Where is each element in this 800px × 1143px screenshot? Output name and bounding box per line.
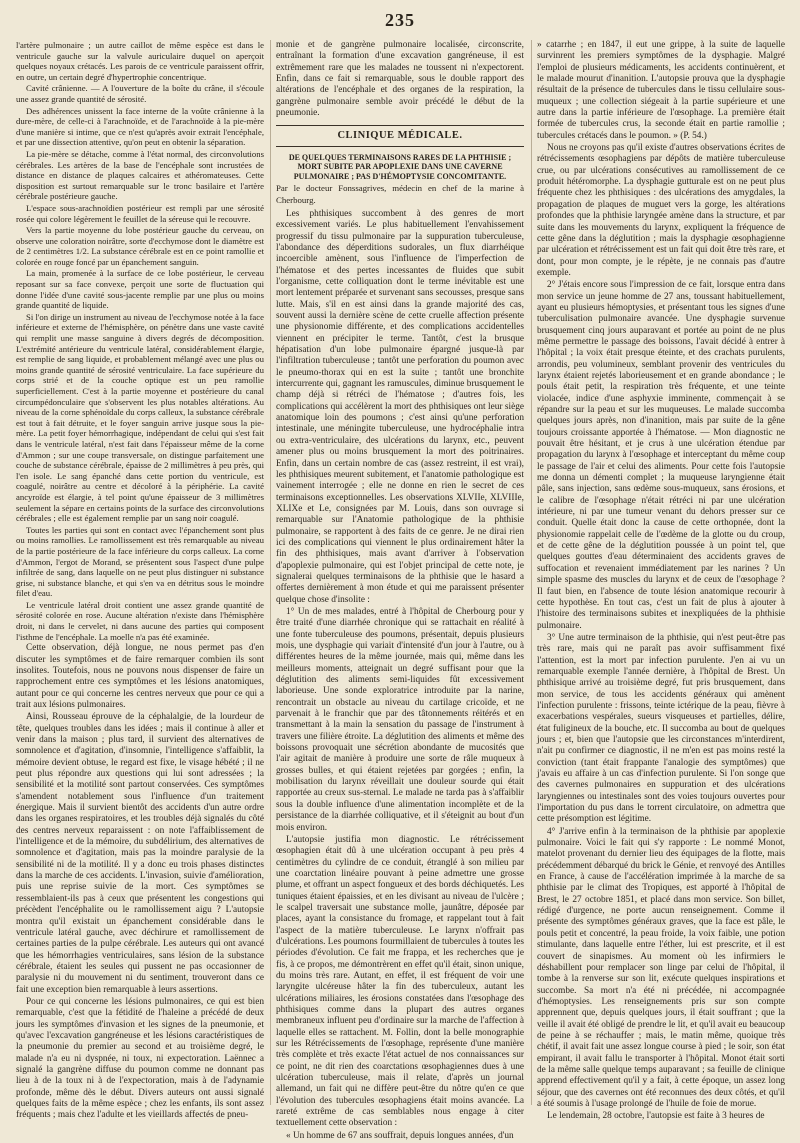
paragraph: L'autopsie justifia mon diagnostic. Le rétrécissement œsophagien était dû à une ulcération occupant à peu près 4 centimètres du cylindre de ce conduit, étranglé à son milieu par une coarctation linéaire pouvant à peine admettre une grosse plume, et offrant un aspect fongueux et des bords déchiquetés. Les tuniques étaient épaissies, et en les divisant au niveau de l'ulcère ; le scalpel traversait une substance molle, jaunâtre, déposée par places, ayant la consistance du fromage, et rappelant tout à fait l'aspect de la matière tuberculeuse. Le larynx n'offrait pas d'ulcérations. Les poumons fourmillaient de tubercules à toutes les périodes d'évolution. Ce fait me frappa, et les recherches que je fis, à ce propos, me démontrèrent en effet qu'il était, sinon unique, du moins très rare. Autant, en effet, il est fréquent de voir une laryngite ulcéreuse hâter la fin des tuberculeux, autant les ulcérations miliaires, les érosions constatées dans l'œsophage des phthisiques comme dans la plupart des autres organes membraneux influent peu d'ordinaire sur la marche de l'affection à laquelle elles se rattachent. M. Follin, dont la belle monographie sur les Rétrécissements de l'œsophage, représente d'une manière très complète et très exacte l'état actuel de nos connaissances sur ce point, ne dit rien des coarctations œsophagiennes dues à une ulcération tuberculeuse, mais il relate, d'après un journal allemand, un fait qui ne diffère peut-être du nôtre qu'en ce que l'évolution des tubercules œsophagiens était moins avancée. La rareté extrême de cas semblables nous engage à citer textuellement cette observation : [276,834,524,1129]
paragraph: l'artère pulmonaire ; un autre caillot de même espèce est dans le ventricule gauche sur la valvule auriculaire duquel on aperçoit quelques noyaux crétacés. Les parois de ce ventricule paraissent offrir, en outre, un certain degré d'hypertrophie concentrique. [16,40,264,82]
paragraph: Le ventricule latéral droit contient une assez grande quantité de sérosité colorée en rose. Aucune altération n'existe dans l'hémisphère droit, ni dans le cervelet, ni dans aucune des parties qui composent l'isthme de l'encéphale. La moelle n'a pas été examinée. [16,599,264,642]
article-title: DE QUELQUES TERMINAISONS RARES DE LA PHTHISIE ; MORT SUBITE PAR APOPLEXIE DANS UNE CAVERNE PULMONAIRE ; PAS D'HÉMOPTYSIE CONCOMITANTE. [288,152,512,181]
paragraph: Des adhérences unissent la face interne de la voûte crânienne à la dure-mère, de celle-ci à l'arachnoïde, et de l'arachnoïde à la pie-mère d'une manière si intime, que ce n'est qu'après avoir extrait l'encéphale, et par une dissection attentive, qu'on peut en obtenir la séparation. [16,105,264,148]
paragraph: « Un homme de 67 ans souffrait, depuis longues années, d'un [286,1130,514,1141]
column-divider [531,40,532,1105]
paragraph: Pour ce qui concerne les lésions pulmonaires, ce qui est bien remarquable, c'est que la fétidité de l'haleine a précédé de deux jours les symptômes d'invasion et les signes de la pneumonie, et qu'avec l'excavation gangréneuse et les lésions caractéristiques de la pneumonie du premier au second et au troisième degré, le malade n'a eu ni dyspnée, ni toux, ni expectoration. Laënnec a signalé la gangrène diffuse du poumon comme ne donnant pas lieu à de la toux ni à de l'expectoration, mais à de l'adynamie profonde, même dès le début. Divers auteurs ont aussi signalé quelques faits de la même espèce ; chez les enfants, ils sont assez fréquents ; mais chez l'adulte et les vieillards affectés de pneu- [16,996,264,1121]
paragraph: Si l'on dirige un instrument au niveau de l'ecchymose notée à la face inférieure et externe de l'hémisphère, on pénètre dans une vaste cavité qui remplit une masse sanguine à divers degrés de décomposition. L'extrémité antérieure du ventricule latéral, considérablement élargie, est remplie de sang liquide, et probablement mélangé avec une plus ou moins grande quantité de sérosité ventriculaire. La face supérieure du corps strié et de la couche optique est un peu ramollie superficiellement. C'est à la partie moyenne et postérieure du canal circumpédonculaire que s'observent les plus notables altérations. Au niveau de la corne sphénoïdale du corps calleux, la substance cérébrale est tout à fait détruite, et le foyer sanguin arrive jusque sous la pie-mère. La petit foyer hémorrhagique, indépendant de celui qui s'est fait dans le ventricule latéral, n'est fait dans l'épaisseur même de la corne d'Ammon ; sur une coupe transversale, on distingue parfaitement une couche de substance cérébrale, épaisse de 2 millimètres à peu près, qui l'en isole. Le sang épanché dans cette portion du ventricule, est coagulé, noirâtre au centre et décoloré à la périphérie. La cavité ancyroïde est élargie, à tel point qu'une épaisseur de 3 millimètres seulement la sépare en certains points de la surface des circonvolutions cérébrales ; elle est également remplie par un sang noir coagulé. [16,311,264,524]
paragraph: Toutes les parties qui sont en contact avec l'épanchement sont plus ou moins ramollies. Le ramollissement est très remarquable au niveau de la partie postérieure de la face inférieure du corps calleux. La corne d'Ammon, l'ergot de Morand, se présentent sous l'aspect d'une pulpe infiltrée de sang, dans laquelle on ne peut plus distinguer ni substance grise, ni substance blanche, et qui s'en va en détritus sous le moindre filet d'eau. [16,524,264,599]
paragraph: 1° Un de mes malades, entré à l'hôpital de Cherbourg pour y être traité d'une diarrhée chronique qui se rattachait en réalité à une fonte tuberculeuse des poumons, présentait, depuis plusieurs mois, une dysphagie qui variait d'intensité d'un jour à l'autre, ou à différentes heures de la même journée, mais qui, même dans les meilleurs moments, atteignait un degré suffisant pour que la déglutition des aliments semi-liquides fût excessivement laborieuse. Une sonde exploratrice introduite par la narine, rencontrait un obstacle au niveau du cartilage cricoïde, et ne parvenait à le franchir que par des tâtonnements réitérés et en transmettant à la main la sensation du passage de l'instrument à travers une filière étroite. La déglutition des aliments et même des boissons provoquait une sécrétion abondante de mucosités que l'air agitait de manière à produire une sorte de râle muqueux à grosses bulles, et qui étaient rejetées par gorgées ; enfin, la mobilisation du larynx réveillait une douleur sourde qui était rapportée au creux sus-sternal. Le malade ne tarda pas à s'affaiblir sous la double influence d'une alimentation incomplète et de la persistance de la diarrhée colliquative, et il s'éteignit au bout d'un mois environ. [276,606,524,833]
page-number: 235 [385,10,415,30]
column-3 [537,40,785,1124]
column-divider [270,40,271,1105]
paragraph: Cavité crânienne. — A l'ouverture de la boîte du crâne, il s'écoule une assez grande quantité de sérosité. [16,83,264,104]
paragraph: La main, promenée à la surface de ce lobe postérieur, le cerveau reposant sur sa face convexe, perçoit une sorte de fluctuation qui donne l'idée d'une cavité sous-jacente remplie par une plus ou moins grande quantité de liquide. [16,268,264,311]
paragraph: monie et de gangrène pulmonaire localisée, circonscrite, entraînant la formation d'une excavation gangréneuse, il est extrêmement rare que les malades ne toussent ni n'expectorent. Enfin, dans ce fait si remarquable, sous le double rapport des altérations de l'encéphale et des organes de la respiration, la gangrène pulmonaire semble avoir précédé le début de la pneumonie. [276,40,524,119]
paragraph: Nous ne croyons pas qu'il existe d'autres observations écrites de rétrécissements œsophagiens par dépôts de matière tuberculeuse crue, ou par ulcérations consécutives au ramollissement de ce produit hétéromorphe. La dysphagie gutturale est on ne peut plus fréquente chez les phthisiques : des ulcérations des amygdales, la propagation de plaques de muguet vers la gorge, les altérations profondes que la phthisie laryngée amène dans la structure, et par suite dans les mouvements du larynx, expliquent la fréquence de cette gêne dans la déglutition ; mais la dysphagie œsophagienne par ulcération et rétrécissement est un fait qui doit être très rare, et dont, pour mon compte, je le répète, je ne connais pas d'autre exemple. [537,143,785,278]
paragraph: 3° Une autre terminaison de la phthisie, qui n'est peut-être pas très rare, mais qui ne paraît pas avoir suffisamment fixé l'attention, est la mort par infection purulente. J'en ai vu un remarquable exemple l'année dernière, à l'hôpital de Brest. Un phthisique arrivé au troisième degré, fut pris brusquement, dans mon service, de tous les accidents généraux qui amènent l'infection purulente : frissons, teinte ictérique de la peau, fièvre à exacerbations vespérales, sueurs visqueuses et partielles, délire, état fuligineux de la bouche, etc. Il succomba au bout de quelques jours ; et, bien que l'autopsie que les circonstances m'interdirent, n'ait pu confirmer ce diagnostic, il ne m'en est pas moins resté la conviction (tant était frappante l'analogie des symptômes) que j'avais eu affaire à un cas d'infection purulente. Si l'on songe que des cavernes pulmonaires en suppuration et des ulcérations laryngiennes ou intestinales sont des voies toujours ouvertes pour l'importation du pus dans le torrent circulatoire, on admettra que cette présomption est légitime. [537,632,785,825]
section-title: CLINIQUE MÉDICALE. [276,125,524,146]
paragraph: Le lendemain, 28 octobre, l'autopsie est faite à 3 heures de [547,1111,765,1122]
paragraph: La pie-mère se détache, comme à l'état normal, des circonvolutions cérébrales. Les artères de la base de l'encéphale sont incrustées de distance en distance de plaques calcaires et athéromateuses. Cette disposition est surtout remarquable sur le tronc basilaire et l'artère cérébrale postérieure gauche. [16,148,264,202]
column-2 [276,40,524,1143]
paragraph: Cette observation, déjà longue, ne nous permet pas d'en discuter les symptômes et de faire remarquer combien ils sont insolites. Toutefois, nous ne pouvons nous dispenser de faire un rapprochement entre ces symptômes et les lésions anatomiques, autant pour ce qui concerne les centres nerveux que pour ce qui a trait aux lésions pulmonaires. [16,643,264,710]
paragraph: Les phthisiques succombent à des genres de mort excessivement variés. Le plus habituellement l'envahissement progressif du tissu pulmonaire par la suppuration tuberculeuse, l'abondance des déperditions sudorales, un flux diarrhéique incoercible amènent, sous l'influence de l'imperfection de l'hématose et des pertes incessantes de fluides que subit l'organisme, cette colliquation dont le terme inévitable est une mort lentement préparée et survenant sans secousses, presque sans lutte. Mais, s'il en est ainsi dans la grande majorité des cas, souvent aussi la dernière scène de cette cruelle affection présente une physionomie différente, et des complications accidentelles viennent en précipiter le terme. Tantôt, c'est la brusque hépatisation d'un lobe pulmonaire épargné jusque-là par l'infiltration tuberculeuse ; tantôt une perforation du poumon avec le pneumo-thorax qui en est la suite ; tantôt une bronchite intercurrente qui, gagnant les ramuscules, diminue brusquement le champ déjà si rétréci de l'hématose ; d'autres fois, les complications qui accélèrent la mort des phthisiques ont leur siège anatomique loin des poumons ; c'est ainsi qu'une perforation intestinale, une méningite tuberculeuse, une hydrocéphalie intra ou extra-ventriculaire, des ulcérations du larynx, etc., peuvent amener plus ou moins brusquement la mort des poitrinaires. Enfin, dans un certain nombre de cas (assez restreint, il est vrai), les phthisiques meurent subitement, et l'anatomie pathologique est vainement interrogée ; elle ne donne en rien le secret de ces terminaisons exceptionnelles. Les observations XLVIIe, XLVIIIe, XLIXe et Le, consignées par M. Louis, dans son ouvrage si remarquable sur l'Anatomie pathologique de la phthisie pulmonaire, se rapportent à des faits de ce genre. Je ne dirai rien ici des complications qui viennent le plus ordinairement hâter la fin des phthisiques, mais avant d'arriver à l'observation d'apoplexie pulmonaire, qui est l'objet principal de cette note, je signalerai quelques terminaisons de la phthisie que le hasard a offertes dernièrement à mon étude et qui me paraissent présenter quelque chose d'insolite : [276,208,524,605]
paragraph: Vers la partie moyenne du lobe postérieur gauche du cerveau, on observe une coloration noirâtre, sorte d'ecchymose dont le diamètre est de 2 centimètres 1/2. La substance cérébrale est en ce point ramollie et colorée en rouge foncé par un épanchement sanguin. [16,225,264,267]
paragraph: » catarrhe ; en 1847, il eut une grippe, à la suite de laquelle survinrent les premiers symptômes de la dysphagie. Malgré l'emploi de plusieurs médicaments, les accidents continuèrent, et le malade mourut d'inanition. L'autopsie prouva que la dysphagie résultait de la présence de tubercules dans le tissu cellulaire sous-muqueux ; une collection siégeait à la partie supérieure et une autre dans la partie inférieure de l'œsophage. La première était formée de tubercules crus, la seconde était en partie ramollie ; tubercules crétacés dans le poumon. » (P. 54.) [537,40,785,141]
column-1 [16,40,264,1123]
paragraph: 4° J'arrive enfin à la terminaison de la phthisie par apoplexie pulmonaire. Voici le fait qui s'y rapporte : Le nommé Monot, matelot provenant du dernier lieu des équipages de la flotte, mais précédemment débarqué du brick le Génie, et renvoyé des Antilles en France, à cause de l'accélération imprimée à la marche de sa phthisie par le climat des Tropiques, est apporté à l'hôpital de Brest, le 27 octobre 1851, et placé dans mon service. Son billet, rédigé d'urgence, ne porte aucun renseignement. Comme il présente des symptômes généraux graves, que la face est pâle, le pouls petit et concentré, la peau froide, la voix faible, une potion stimulante, dans laquelle entre l'éther, lui est prescrite, et il est couvert de sinapismes. Au moment où les infirmiers le déshabillent pour remplacer son linge par celui de l'hôpital, il tombe à la renverse sur son lit, exécute quelques inspirations et succombe. Sa mort n'a été ni précédée, ni accompagnée d'hémoptysies. Les renseignements pris sur son compte apprennent que, depuis quelques jours, il était souffrant ; que la veille il avait été obligé de prendre le lit, et qu'il avait eu beaucoup de peine à se réchauffer ; mais, le matin même, quoique très chétif, il avait fait une assez longue course à pied ; le soir, son état empirant, il avait fallu le transporter à l'hôpital. Monot était sorti de la même salle quelque temps auparavant ; sa feuille de clinique apprend effectivement qu'il y a fait, à cette époque, un assez long séjour, que des cavernes ont été reconnues des deux côtés, et qu'il a été soumis à l'usage prolongé de l'huile de foie de morue. [537,826,785,1109]
paragraph: L'espace sous-arachnoïdien postérieur est rempli par une sérosité rosée qui colore légèrement le feuillet de la séreuse qui le recouvre. [16,202,264,224]
paragraph: Ainsi, Rousseau éprouve de la céphalalgie, de la lourdeur de tête, quelques troubles dans les idées ; mais il continue à aller et venir dans la maison ; plus tard, il survient des alternatives de somnolence et d'agitation, d'insomnie, l'intelligence s'affaiblit, la mémoire devient obtuse, le regard est fixe, le visage hébété ; il ne peut plus répondre aux questions qui lui sont adressées ; la sensibilité et la motilité sont partout conservées. Ces symptômes s'amendent notablement sous l'influence d'un traitement énergique. Mais il survient bientôt des accidents d'un autre ordre dans les organes respiratoires, et les troubles déjà signalés du côté des centres nerveux reparaissent : on note l'affaiblissement de l'intelligence et de la mémoire, du subdélirium, des alternatives de somnolence et d'agitation, mais pas la moindre paralysie de la sensibilité ni de la motilité. Il y a donc eu trois phases distinctes dans la marche de ces accidents. L'invasion, suivie d'amélioration, puis une reprise suivie de la mort. Ces symptômes se ressemblaient-ils pas à ceux que présentent les congestions qui précèdent l'encéphalite ou le ramollissement aigu ? L'autopsie montra qu'il existait un épanchement considérable dans le ventricule latéral gauche, avec déchirure et ramollissement de certaines parties de la pulpe cérébrale. Les auteurs qui ont avancé que les hémorrhagies ventriculaires, sans lésion de la substance cérébrale, étaient les seules qui pussent ne pas occasionner de paralysie ni du mouvement ni du sentiment, trouveront dans ce fait une exception bien remarquable à leurs assertions. [16,712,264,995]
byline: Par le docteur Fonssagrives, médecin en chef de la marine à Cherbourg. [276,183,524,205]
paragraph: 2° J'étais encore sous l'impression de ce fait, lorsque entra dans mon service un jeune homme de 27 ans, toussant habituellement, ayant eu plusieurs hémoptysies, et présentant tous les signes d'une tuberculisation pulmonaire avancée. Une dysphagie survenue brusquement cinq jours auparavant et portée au point de ne plus même permettre le passage des boissons, l'avait décidé à entrer à l'hôpital ; la voix était presque éteinte, et des crachats purulents, arrondis, peu volumineux, semblant provenir des ventricules du larynx étaient rejetés laborieusement et en grande abondance ; le pouls était petit, la respiration très fréquente, et une teinte violacée, indice d'une asphyxie imminente, commençait à se répandre sur la peau et sur les muqueuses. Le malade succomba quelques jours après, non d'inanition, mais par suite de la gêne toujours croissante apportée à l'hématose. — Mon diagnostic ne pouvait être hésitant, et je crus à une ulcération étendue par propagation du larynx à l'œsophage et interceptant du même coup le passage de l'air et celui des aliments. Pour cette fois l'autopsie me donna un démenti complet ; la muqueuse laryngienne était pâle, sans injection, sans œdème sous-muqueux, sans érosions, et le calibre de l'œsophage n'était rétréci ni par une ulcération intérieure, ni par une tumeur venant du dehors presser sur ce conduit. Quelle était donc la cause de cette orthopnée, dont la physionomie rappelait celle de l'œdème de la glotte ou du croup, et de cette gêne de la déglutition poussée à un point tel, que quelques gouttes d'eau déterminaient des accidents graves de suffocation et revenaient immédiatement par les narines ? Un simple spasme des muscles du larynx et de ceux de l'œsophage ? Il faut bien, en l'absence de toute lésion anatomique recourir à cette hypothèse. En tout cas, c'est un fait de plus à ajouter à l'histoire des terminaisons subites et inexpliquées de la phthisie pulmonaire. [537,280,785,631]
